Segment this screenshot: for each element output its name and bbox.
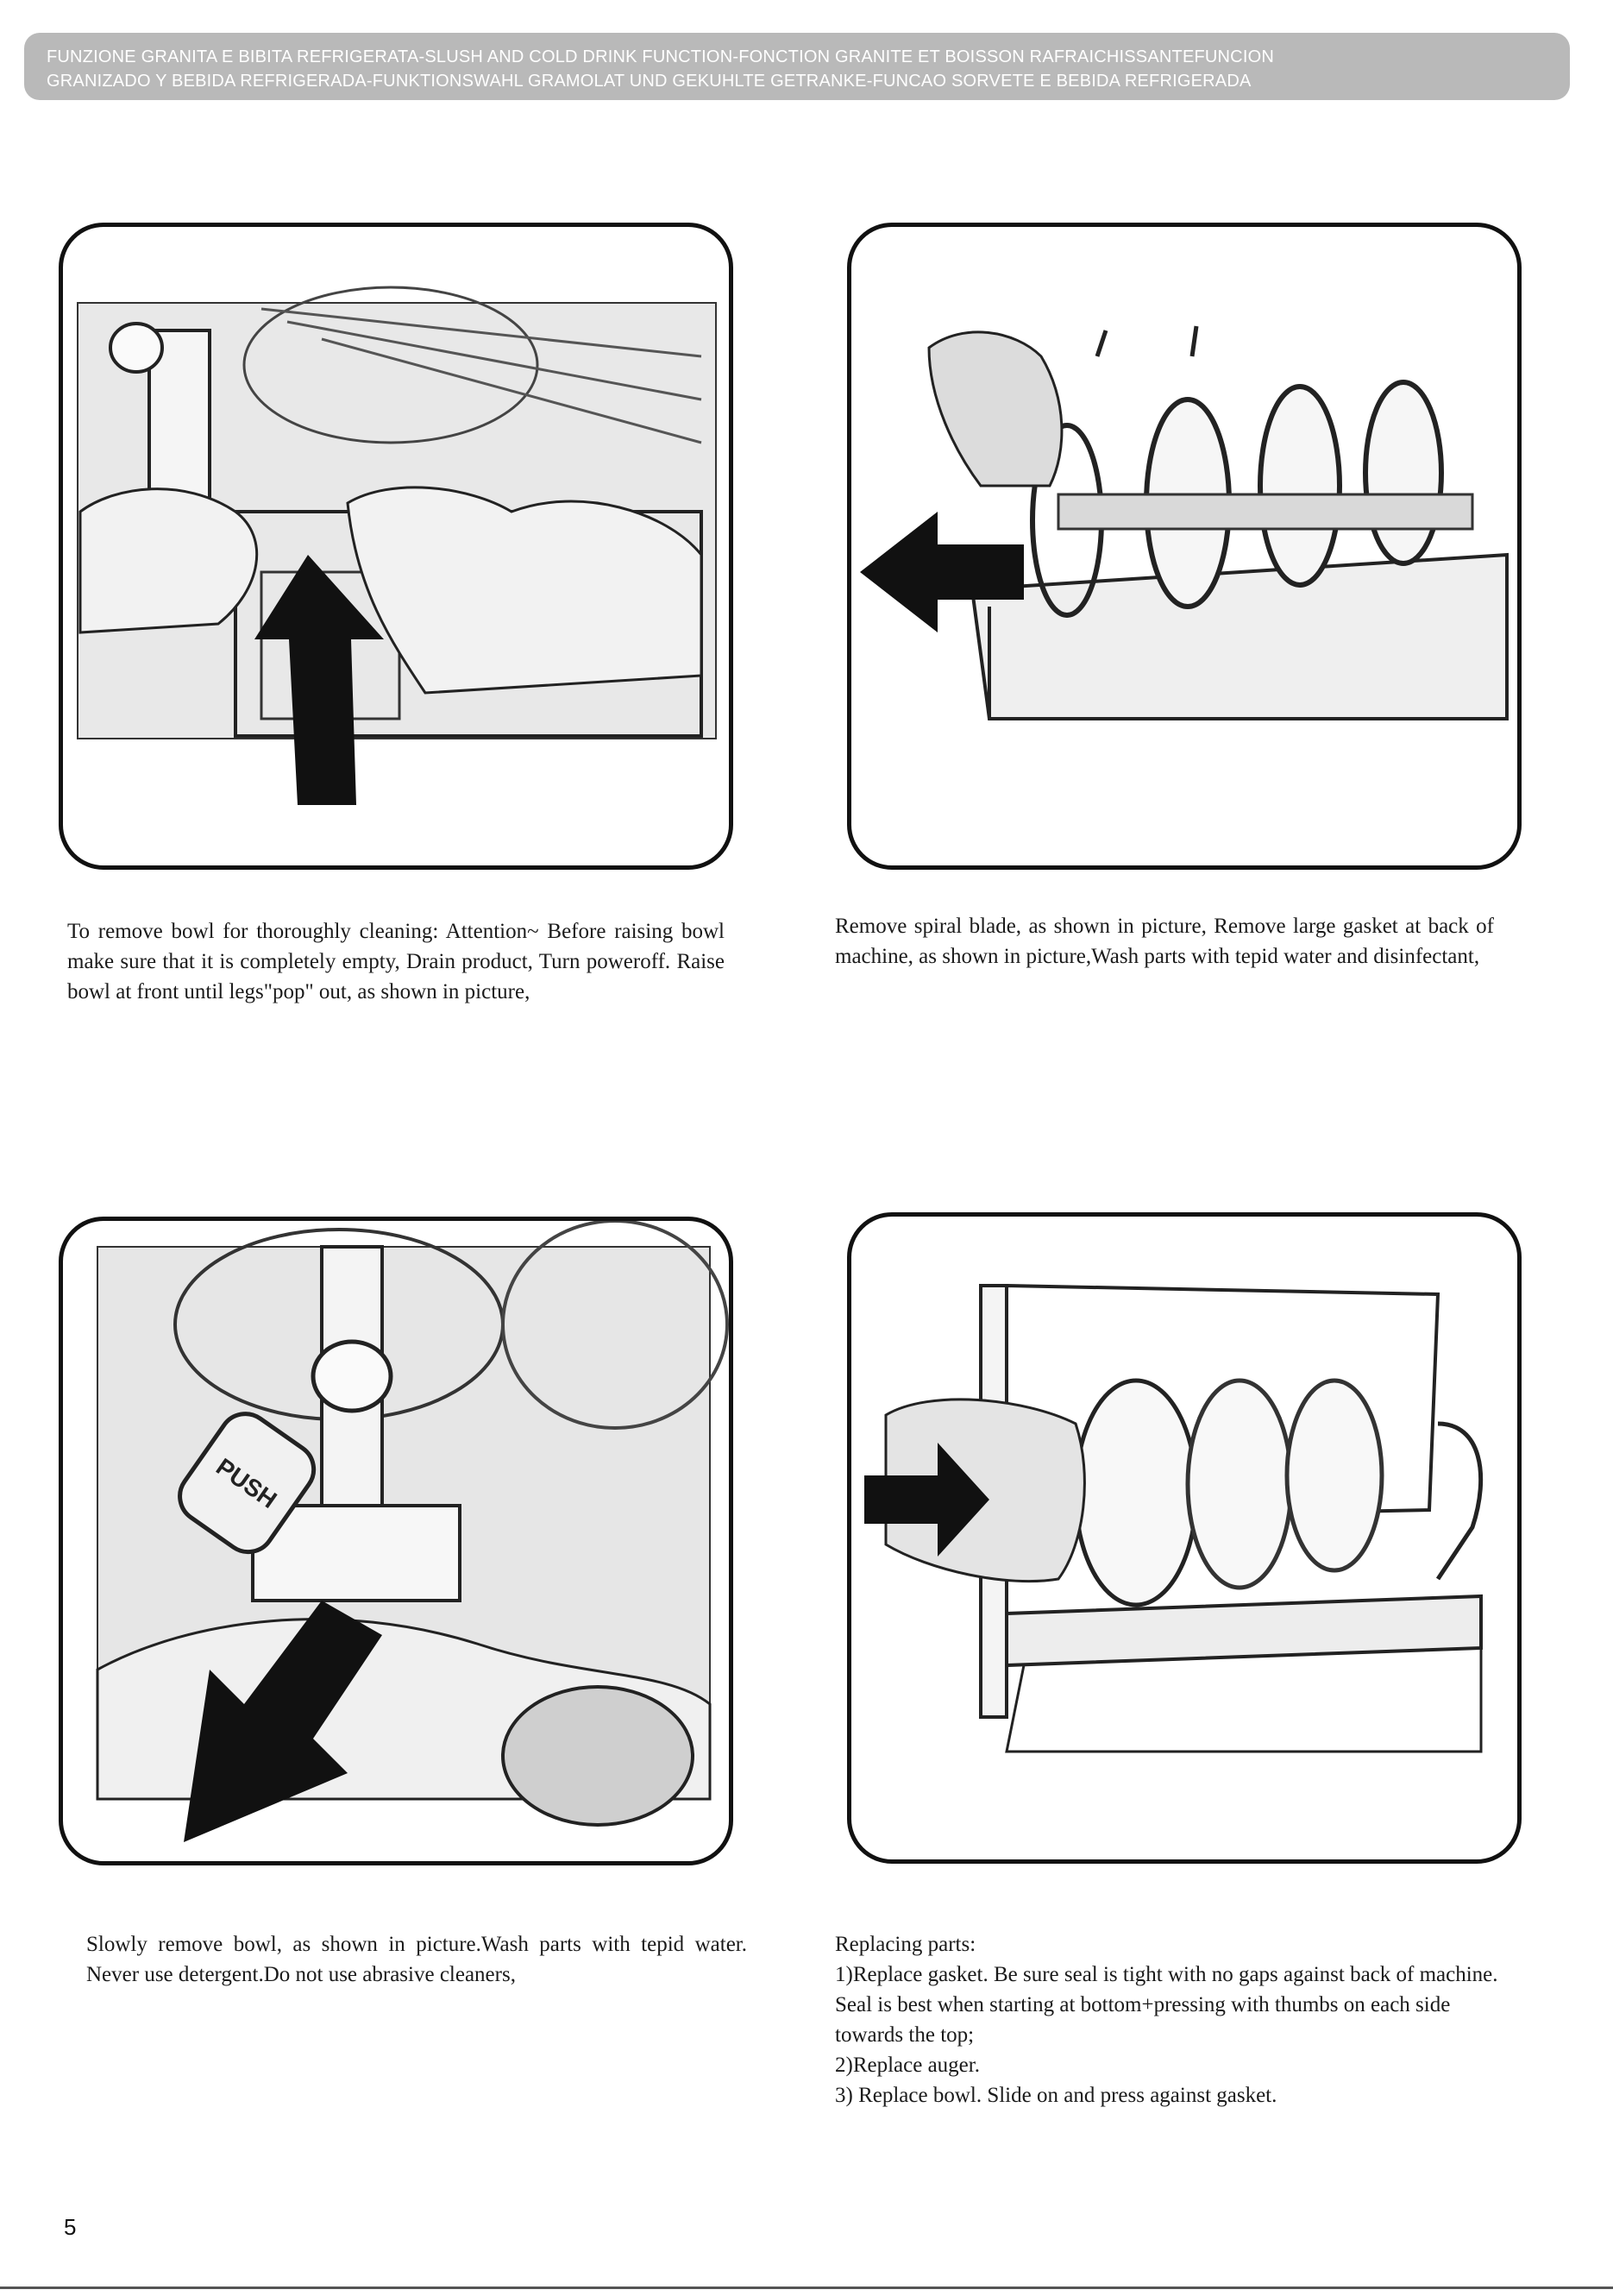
step-3-caption xyxy=(86,1929,747,1990)
step-4-caption-item-2: 2)Replace auger. xyxy=(835,2054,980,2077)
header-line-2: GRANIZADO Y BEBIDA REFRIGERADA-FUNKTIONSWAHL GRAMOLAT UND GEKUHLTE GETRANKE-FUNCAO SORVETE E BEBIDA REFRIGERADA xyxy=(47,72,1252,91)
step-4-caption-item-3: 3) Replace bowl. Slide on and press against gasket. xyxy=(835,2084,1277,2107)
header-band xyxy=(24,33,1570,100)
illustration-panel-3 xyxy=(59,1217,733,1865)
illustration-panel-1 xyxy=(59,223,733,870)
illustration-replace-parts xyxy=(851,1217,1517,1859)
page-number: 5 xyxy=(64,2214,77,2240)
step-1-caption-text: To remove bowl for thoroughly cleaning: Attention~ Before raising bowl make sure that it is completely empty, Drain product, Turn poweroff. Raise bowl at front until legs"pop" out, as shown in picture, xyxy=(67,920,725,1003)
illustration-panel-2 xyxy=(847,223,1522,870)
step-2-caption xyxy=(835,911,1494,972)
illustration-spiral-blade xyxy=(851,227,1517,865)
step-4-caption xyxy=(835,1929,1499,2110)
bottom-rule xyxy=(0,2287,1613,2289)
illustration-panel-4 xyxy=(847,1212,1522,1864)
step-1-caption xyxy=(67,916,725,1007)
step-2-caption-text: Remove spiral blade, as shown in picture, Remove large gasket at back of machine, as shown in picture,Wash parts with tepid water and disinfectant, xyxy=(835,915,1494,968)
header-line-1: FUNZIONE GRANITA E BIBITA REFRIGERATA-SLUSH AND COLD DRINK FUNCTION-FONCTION GRANITE ET BOISSON RAFRAICHISSANTEFUNCION xyxy=(47,47,1274,66)
illustration-raise-bowl xyxy=(63,227,729,865)
step-4-caption-item-1: 1)Replace gasket. Be sure seal is tight with no gaps against back of machine. Seal is best when starting at bottom+pressing with thumbs on each side towards the top; xyxy=(835,1963,1498,2047)
illustration-remove-bowl xyxy=(63,1221,729,1861)
step-4-caption-heading: Replacing parts: xyxy=(835,1933,976,1956)
step-3-caption-text: Slowly remove bowl, as shown in picture.Wash parts with tepid water. Never use detergent.Do not use abrasive cleaners, xyxy=(86,1933,747,1986)
push-label: PUSH xyxy=(211,1452,282,1514)
